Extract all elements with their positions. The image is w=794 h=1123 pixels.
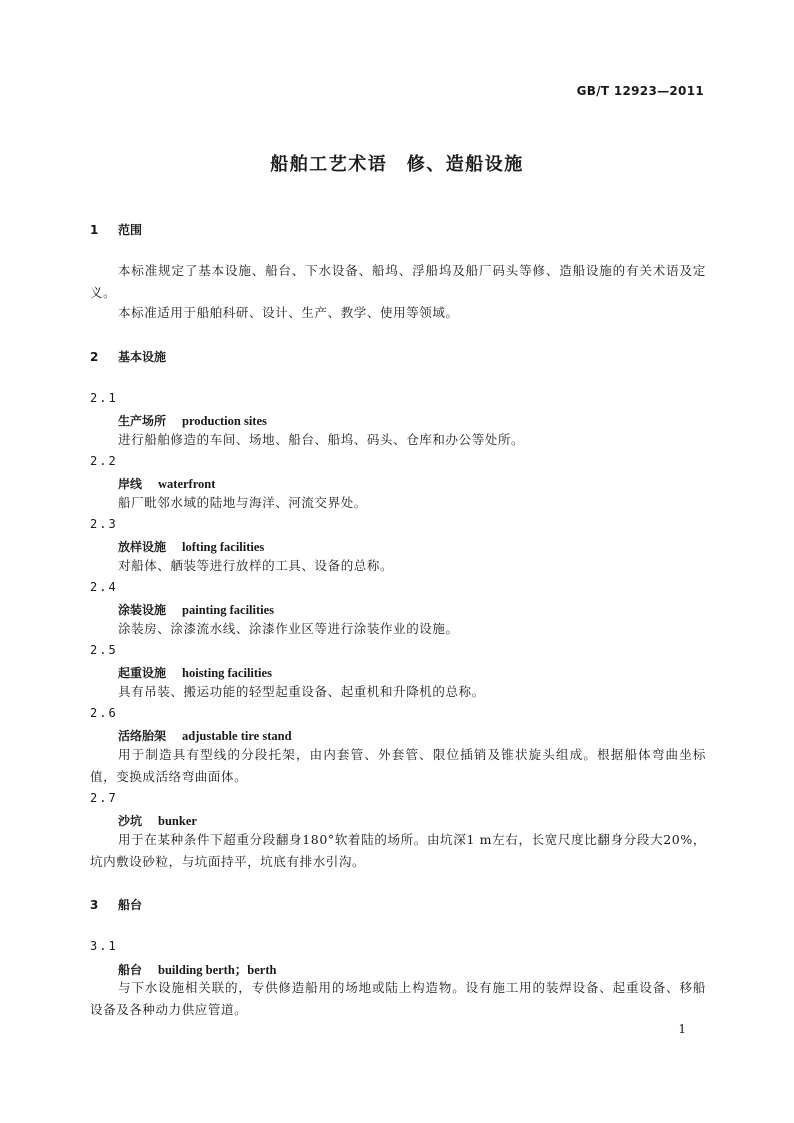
term-zh: 涂装设施 (118, 603, 167, 617)
term-zh: 起重设施 (118, 666, 167, 680)
standard-number: GB/T 12923—2011 (576, 84, 704, 98)
term-number: 2.7 (90, 791, 118, 805)
term-definition: 用于制造具有型线的分段托架，由内套管、外套管、限位插销及锥状旋头组成。根据船体弯曲坐标值，变换成活络弯曲面体。 (90, 747, 706, 784)
section-title: 范围 (118, 223, 143, 237)
term-number: 2.3 (90, 517, 118, 531)
term-heading (118, 538, 264, 555)
section-3-heading (90, 896, 142, 913)
page-number: 1 (678, 1022, 686, 1036)
term-zh: 活络胎架 (118, 729, 167, 743)
term-number: 3.1 (90, 939, 118, 953)
term-definition: 与下水设施相关联的，专供修造船用的场地或陆上构造物。设有施工用的装焊设备、起重设备、移船设备及各种动力供应管道。 (90, 980, 706, 1017)
section-1-heading (90, 221, 142, 238)
term-zh: 船台 (118, 963, 143, 977)
term-zh: 岸线 (118, 477, 143, 491)
term-number: 2.5 (90, 643, 118, 657)
term-number: 2.2 (90, 454, 118, 468)
term-en: painting facilities (182, 603, 275, 617)
section-number: 1 (90, 223, 99, 237)
section-number: 3 (90, 898, 99, 912)
term-en: production sites (182, 414, 267, 428)
term-number: 2.6 (90, 706, 118, 720)
term-en: bunker (158, 814, 197, 828)
term-definition: 对船体、舾装等进行放样的工具、设备的总称。 (118, 558, 394, 573)
section-number: 2 (90, 350, 99, 364)
term-heading (118, 812, 197, 829)
term-definition: 进行船舶修造的车间、场地、船台、船坞、码头、仓库和办公等处所。 (118, 432, 525, 447)
document-title: 船舶工艺术语 修、造船设施 (270, 154, 524, 175)
scope-paragraph-2: 本标准适用于船舶科研、设计、生产、教学、使用等领域。 (118, 305, 459, 320)
term-en: adjustable tire stand (182, 729, 292, 743)
term-zh: 放样设施 (118, 540, 167, 554)
term-heading (118, 727, 292, 744)
section-title: 基本设施 (118, 350, 167, 364)
term-heading (118, 664, 272, 681)
term-en: lofting facilities (182, 540, 265, 554)
term-definition: 用于在某种条件下超重分段翻身180°软着陆的场所。由坑深1 m左右，长宽尺度比翻身分段大20%，坑内敷设砂粒，与坑面持平，坑底有排水引沟。 (90, 832, 706, 869)
term-number: 2.1 (90, 391, 118, 405)
term-en: hoisting facilities (182, 666, 272, 680)
term-definition: 船厂毗邻水域的陆地与海洋、河流交界处。 (118, 495, 367, 510)
term-en: building berth；berth (158, 963, 277, 977)
term-zh: 沙坑 (118, 814, 143, 828)
term-definition: 涂装房、涂漆流水线、涂漆作业区等进行涂装作业的设施。 (118, 621, 459, 636)
term-en: waterfront (158, 477, 216, 491)
term-heading (118, 412, 267, 429)
section-2-heading (90, 348, 166, 365)
term-heading (118, 475, 215, 492)
term-heading (118, 960, 276, 978)
section-title: 船台 (118, 898, 143, 912)
term-zh: 生产场所 (118, 414, 167, 428)
term-definition: 具有吊装、搬运功能的轻型起重设备、起重机和升降机的总称。 (118, 684, 485, 699)
term-number: 2.4 (90, 580, 118, 594)
scope-paragraph-1: 本标准规定了基本设施、船台、下水设备、船坞、浮船坞及船厂码头等修、造船设施的有关术语及定义。 (90, 263, 706, 300)
term-heading (118, 601, 274, 618)
